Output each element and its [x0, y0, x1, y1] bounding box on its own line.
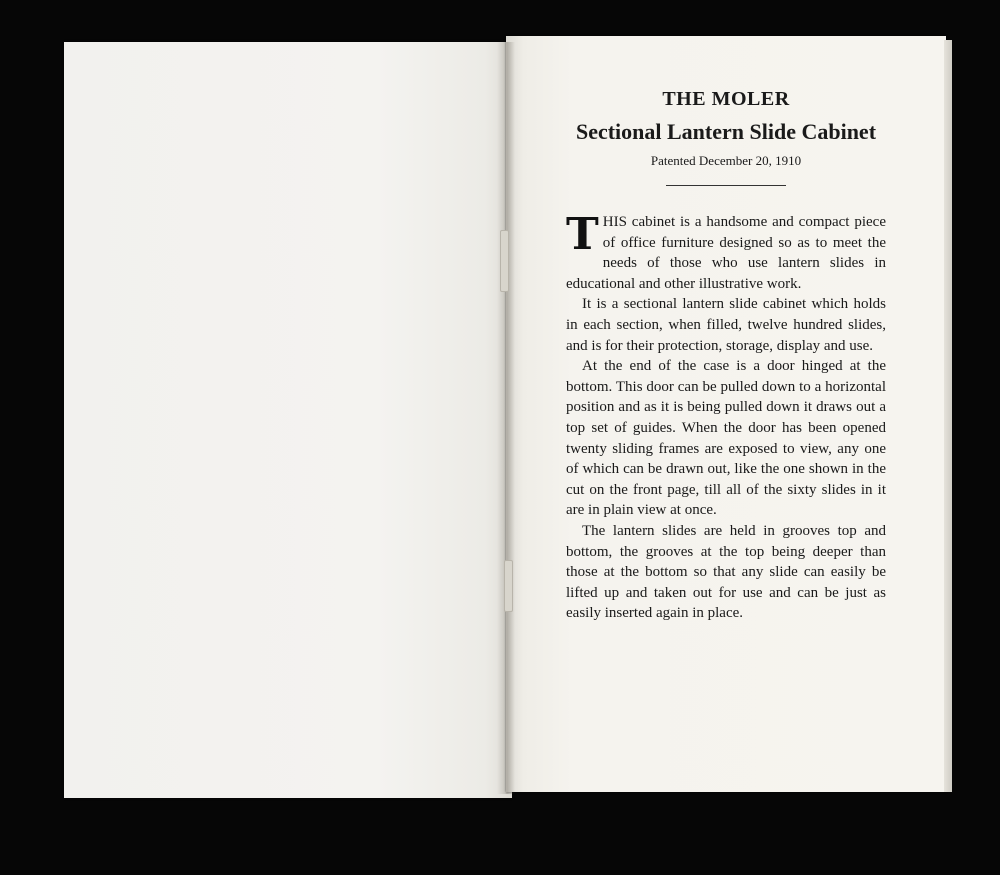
- page-content: [566, 86, 886, 624]
- left-page-blank: [64, 42, 512, 798]
- paragraph-4: The lantern slides are held in grooves top and bottom, the grooves at the top being deeper than those at the bottom so that any slide can easily be lifted up and taken out for use and can be just as easily inserted again in place.: [566, 522, 886, 622]
- spine-fold: [497, 42, 515, 794]
- paragraph-2: It is a sectional lantern slide cabinet which holds in each section, when filled, twelve hundred slides, and is for their protection, storage, display and use.: [566, 296, 886, 354]
- divider-rule: [666, 185, 786, 186]
- paragraph-1-text: HIS cabinet is a handsome and compact piece of office furniture designed so as to meet the needs of those who use lantern slides in educational and other illustrative work.: [566, 214, 886, 292]
- page-title: THE MOLER: [662, 88, 790, 110]
- right-page-edge: [944, 40, 952, 792]
- staple-bottom: [504, 560, 513, 612]
- paragraph-1: [566, 209, 886, 294]
- patent-line: Patented December 20, 1910: [650, 153, 802, 168]
- staple-top: [500, 230, 509, 292]
- page-subtitle: Sectional Lantern Slide Cabinet: [575, 119, 877, 144]
- paragraph-3: At the end of the case is a door hinged at the bottom. This door can be pulled down to a horizontal position and as it is being pulled down it draws out a top set of guides. When the door has been opened twenty sliding frames are exposed to view, any one of which can be drawn out, like the one shown in the cut on the front page, till all of the sixty slides in it are in plain view at once.: [566, 358, 886, 519]
- drop-cap: T: [566, 209, 599, 260]
- body-text: [566, 209, 886, 624]
